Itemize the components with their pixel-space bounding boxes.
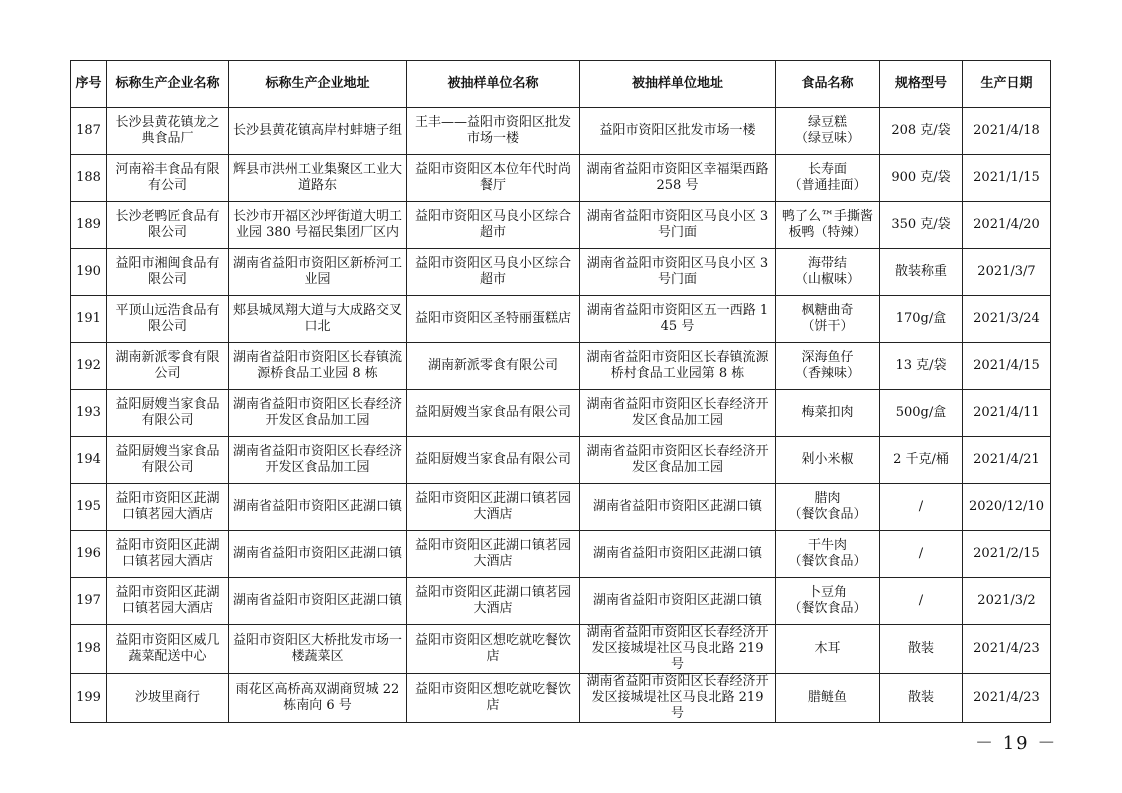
table-cell: 199 [71,674,107,723]
table-cell: 益阳市资阳区马良小区综合超市 [407,249,580,296]
table-header-row [71,61,1051,108]
table-cell: 湖南省益阳市资阳区长春经济开发区接城堤社区马良北路 219 号 [580,625,776,674]
table-cell: 2021/4/18 [963,108,1051,155]
table-cell: 193 [71,390,107,437]
table-cell: 绿豆糕 （绿豆味） [776,108,880,155]
table-cell: 益阳市资阳区茈湖口镇茗园大酒店 [407,484,580,531]
page-number: － 19 － [975,733,1058,754]
table-row [71,625,1051,674]
table-cell: 益阳市资阳区大桥批发市场一楼蔬菜区 [229,625,407,674]
table-cell: 170g/盒 [880,296,963,343]
table-cell: 湖南省益阳市资阳区马良小区 3 号门面 [580,249,776,296]
table-cell: 湖南省益阳市资阳区五一西路 145 号 [580,296,776,343]
header-cell: 序号 [71,61,107,108]
table-cell: 益阳市资阳区圣特丽蛋糕店 [407,296,580,343]
table-cell: 187 [71,108,107,155]
header-cell: 被抽样单位名称 [407,61,580,108]
table-cell: 湖南省益阳市资阳区长春经济开发区食品加工园 [229,390,407,437]
table-cell: 腊鲢鱼 [776,674,880,723]
table-cell: 长沙市开福区沙坪街道大明工业园 380 号福民集团厂区内 [229,202,407,249]
table-cell: 益阳市资阳区想吃就吃餐饮店 [407,674,580,723]
table-cell: 益阳市资阳区本位年代时尚餐厅 [407,155,580,202]
table-cell: 195 [71,484,107,531]
table-cell: 木耳 [776,625,880,674]
table-cell: 湖南省益阳市资阳区茈湖口镇 [229,484,407,531]
table-row [71,296,1051,343]
table-cell: 湖南省益阳市资阳区长春镇流源桥村食品工业园第 8 栋 [580,343,776,390]
table-cell: 益阳市资阳区批发市场一楼 [580,108,776,155]
table-cell: 2021/1/15 [963,155,1051,202]
table-cell: 2021/3/7 [963,249,1051,296]
table-cell: 190 [71,249,107,296]
table-cell: 散装称重 [880,249,963,296]
table-cell: 湖南新派零食有限公司 [107,343,229,390]
table-row [71,108,1051,155]
table-cell: 长沙老鸭匠食品有限公司 [107,202,229,249]
table-cell: 湖南省益阳市资阳区茈湖口镇 [580,531,776,578]
table-cell: 益阳厨嫂当家食品有限公司 [407,437,580,484]
table-cell: 益阳市资阳区茈湖口镇茗园大酒店 [107,484,229,531]
table-cell: 益阳市资阳区茈湖口镇茗园大酒店 [107,578,229,625]
table-cell: 13 克/袋 [880,343,963,390]
table-cell: 湖南省益阳市资阳区新桥河工业园 [229,249,407,296]
table-cell: 2021/2/15 [963,531,1051,578]
table-cell: 益阳市资阳区茈湖口镇茗园大酒店 [107,531,229,578]
table-cell: 2021/4/23 [963,674,1051,723]
table-cell: 长沙县黄花镇高岸村蚌塘子组 [229,108,407,155]
table-cell: 2021/4/21 [963,437,1051,484]
table-cell: 湖南省益阳市资阳区幸福渠西路 258 号 [580,155,776,202]
table-cell: 2021/3/24 [963,296,1051,343]
table-cell: 2021/4/23 [963,625,1051,674]
table-row [71,343,1051,390]
header-cell: 食品名称 [776,61,880,108]
sampling-results-table [70,60,1051,723]
table-cell: 河南裕丰食品有限有公司 [107,155,229,202]
table-cell: 益阳厨嫂当家食品有限公司 [107,437,229,484]
table-cell: 湖南省益阳市资阳区茈湖口镇 [229,578,407,625]
table-cell: 湖南省益阳市资阳区茈湖口镇 [580,578,776,625]
table-cell: 196 [71,531,107,578]
table-row [71,202,1051,249]
table-cell: 益阳市资阳区威几蔬菜配送中心 [107,625,229,674]
table-cell: 益阳市资阳区茈湖口镇茗园大酒店 [407,531,580,578]
table-cell: 干牛肉 （餐饮食品） [776,531,880,578]
table-cell: / [880,578,963,625]
table-cell: 剁小米椒 [776,437,880,484]
table-row [71,578,1051,625]
header-cell: 生产日期 [963,61,1051,108]
table-cell: 海带结 （山椒味） [776,249,880,296]
table-cell: 197 [71,578,107,625]
table-cell: 189 [71,202,107,249]
table-cell: 湖南省益阳市资阳区马良小区 3 号门面 [580,202,776,249]
table-cell: 湖南省益阳市资阳区长春经济开发区食品加工园 [580,437,776,484]
table-cell: 2021/4/15 [963,343,1051,390]
table-cell: 湖南省益阳市资阳区长春经济开发区食品加工园 [580,390,776,437]
table-cell: 192 [71,343,107,390]
header-cell: 标称生产企业名称 [107,61,229,108]
table-cell: 梅菜扣肉 [776,390,880,437]
table-cell: 益阳市资阳区茈湖口镇茗园大酒店 [407,578,580,625]
table-cell: 湖南省益阳市资阳区茈湖口镇 [229,531,407,578]
table-cell: 平顶山远浩食品有限公司 [107,296,229,343]
table-cell: 198 [71,625,107,674]
table-cell: 208 克/袋 [880,108,963,155]
table-cell: 湖南省益阳市资阳区长春经济开发区食品加工园 [229,437,407,484]
table-cell: 散装 [880,625,963,674]
table-cell: 2020/12/10 [963,484,1051,531]
table-cell: 枫糖曲奇 （饼干） [776,296,880,343]
table-row [71,531,1051,578]
header-cell: 规格型号 [880,61,963,108]
table-cell: 长沙县黄花镇龙之典食品厂 [107,108,229,155]
table-cell: 2021/3/2 [963,578,1051,625]
table-cell: 益阳市资阳区想吃就吃餐饮店 [407,625,580,674]
table-cell: 腊肉 （餐饮食品） [776,484,880,531]
table-row [71,390,1051,437]
table-row [71,674,1051,723]
table-row [71,249,1051,296]
table-cell: 郏县城凤翔大道与大成路交叉口北 [229,296,407,343]
table-row [71,437,1051,484]
table-cell: 散装 [880,674,963,723]
table-cell: 2021/4/11 [963,390,1051,437]
table-cell: 194 [71,437,107,484]
table-cell: 900 克/袋 [880,155,963,202]
table-cell: 湖南省益阳市资阳区长春镇流源桥食品工业园 8 栋 [229,343,407,390]
table-cell: 王丰——益阳市资阳区批发市场一楼 [407,108,580,155]
table-cell: 卜豆角 （餐饮食品） [776,578,880,625]
table-cell: 辉县市洪州工业集聚区工业大道路东 [229,155,407,202]
table-cell: 深海鱼仔 （香辣味） [776,343,880,390]
header-cell: 标称生产企业地址 [229,61,407,108]
table-cell: 500g/盒 [880,390,963,437]
table-row [71,484,1051,531]
table-cell: 益阳市资阳区马良小区综合超市 [407,202,580,249]
table-cell: / [880,531,963,578]
table-cell: 2021/4/20 [963,202,1051,249]
table-cell: 鸭了么™手撕酱板鸭（特辣） [776,202,880,249]
table-cell: 191 [71,296,107,343]
table-cell: 雨花区高桥高双湖商贸城 22 栋南向 6 号 [229,674,407,723]
table-cell: 2 千克/桶 [880,437,963,484]
table-row [71,155,1051,202]
table-cell: / [880,484,963,531]
table-cell: 350 克/袋 [880,202,963,249]
table-cell: 沙坡里商行 [107,674,229,723]
table-cell: 长寿面 （普通挂面） [776,155,880,202]
table-cell: 湖南省益阳市资阳区茈湖口镇 [580,484,776,531]
table-body [71,108,1051,723]
table-cell: 益阳市湘闽食品有限公司 [107,249,229,296]
header-cell: 被抽样单位地址 [580,61,776,108]
table-cell: 益阳厨嫂当家食品有限公司 [107,390,229,437]
table-cell: 湖南省益阳市资阳区长春经济开发区接城堤社区马良北路 219 号 [580,674,776,723]
table-cell: 益阳厨嫂当家食品有限公司 [407,390,580,437]
table-cell: 湖南新派零食有限公司 [407,343,580,390]
table-cell: 188 [71,155,107,202]
